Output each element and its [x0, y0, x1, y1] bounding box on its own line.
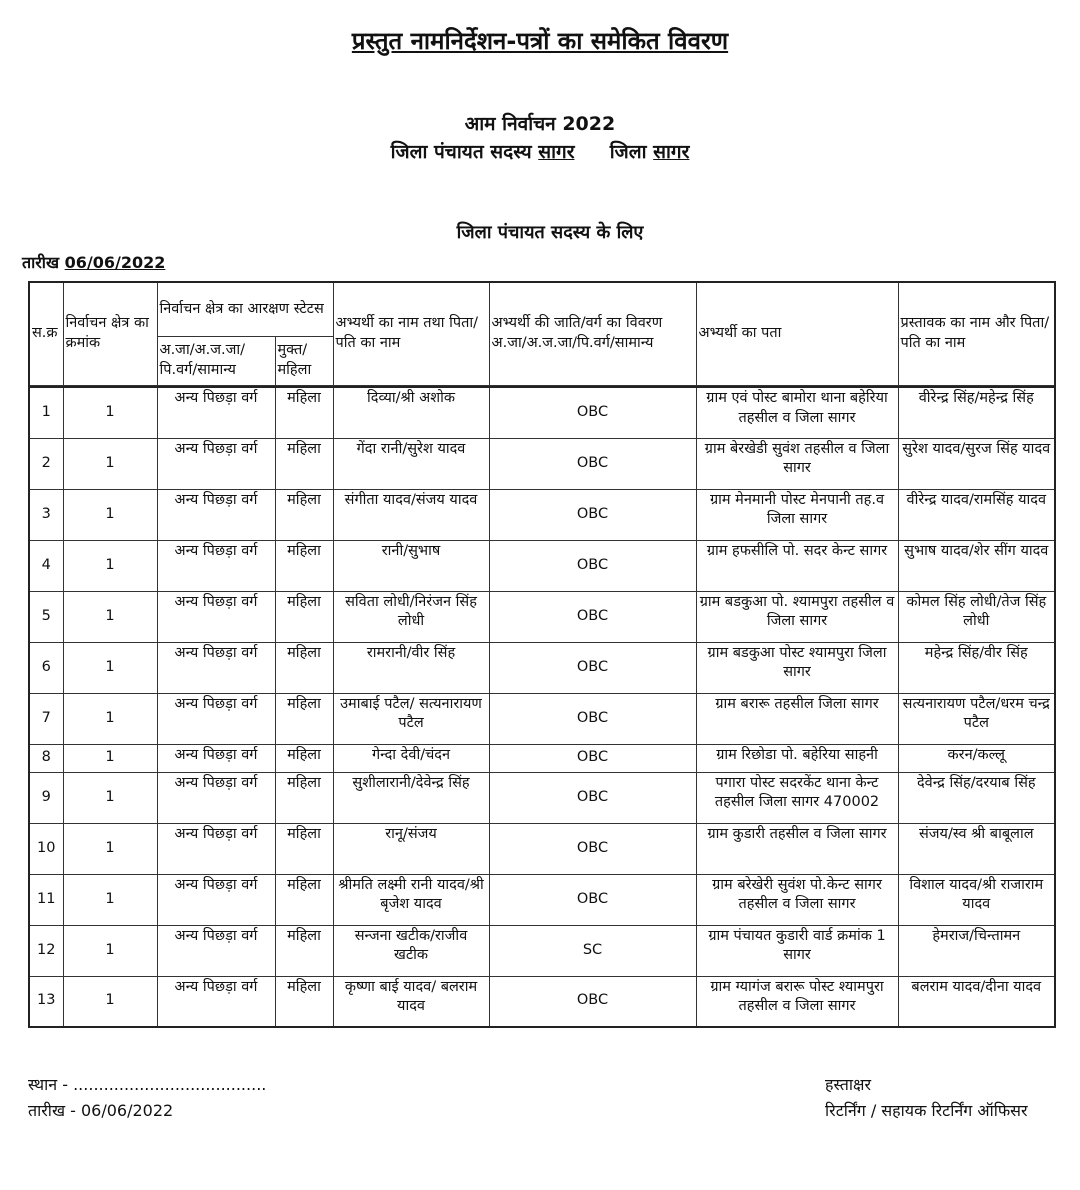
cell-gender: महिला [275, 874, 333, 925]
cell-candidate-name: उमाबाई पटैल/ सत्यनारायण पटैल [333, 693, 489, 744]
cell-address: ग्राम रिछोडा पो. बहेरिया साहनी [696, 744, 898, 772]
cell-serial: 8 [29, 744, 63, 772]
cell-caste: OBC [489, 693, 696, 744]
cell-gender: महिला [275, 744, 333, 772]
cell-proposer: वीरेन्द्र यादव/रामसिंह यादव [898, 489, 1055, 540]
page-title: प्रस्तुत नामनिर्देशन-पत्रों का समेकित विवरण [351, 27, 729, 55]
cell-proposer: विशाल यादव/श्री राजाराम यादव [898, 874, 1055, 925]
cell-serial: 7 [29, 693, 63, 744]
cell-proposer: हेमराज/चिन्तामन [898, 925, 1055, 976]
cell-address: ग्राम बरारू तहसील जिला सागर [696, 693, 898, 744]
cell-proposer: संजय/स्व श्री बाबूलाल [898, 823, 1055, 874]
header-candidate-name: अभ्यर्थी का नाम तथा पिता/पति का नाम [333, 282, 489, 386]
cell-category: अन्य पिछड़ा वर्ग [157, 772, 275, 823]
cell-category: अन्य पिछड़ा वर्ग [157, 925, 275, 976]
cell-category: अन्य पिछड़ा वर्ग [157, 591, 275, 642]
cell-address: ग्राम ग्यागंज बरारू पोस्ट श्यामपुरा तहसील व जिला सागर [696, 976, 898, 1027]
cell-gender: महिला [275, 591, 333, 642]
section-heading: जिला पंचायत सदस्य के लिए [456, 222, 644, 243]
table-row [29, 438, 1055, 489]
table-row [29, 925, 1055, 976]
table-row [29, 976, 1055, 1027]
date-value: 06/06/2022 [64, 253, 166, 272]
cell-constituency-no: 1 [63, 823, 157, 874]
cell-gender: महिला [275, 489, 333, 540]
cell-candidate-name: सन्जना खटीक/राजीव खटीक [333, 925, 489, 976]
table-row [29, 693, 1055, 744]
cell-proposer: सुरेश यादव/सुरज सिंह यादव [898, 438, 1055, 489]
district-heading-prefix: जिला पंचायत सदस्य [390, 141, 532, 163]
cell-gender: महिला [275, 823, 333, 874]
table-row [29, 642, 1055, 693]
cell-proposer: देवेन्द्र सिंह/दरयाब सिंह [898, 772, 1055, 823]
cell-serial: 9 [29, 772, 63, 823]
header-serial: स.क्र [29, 282, 63, 386]
table-row [29, 591, 1055, 642]
cell-gender: महिला [275, 693, 333, 744]
cell-category: अन्य पिछड़ा वर्ग [157, 744, 275, 772]
cell-caste: OBC [489, 744, 696, 772]
cell-candidate-name: रानू/संजय [333, 823, 489, 874]
cell-address: ग्राम बेरखेडी सुवंश तहसील व जिला सागर [696, 438, 898, 489]
cell-caste: OBC [489, 823, 696, 874]
footer-right [825, 1072, 1028, 1124]
cell-proposer: कोमल सिंह लोधी/तेज सिंह लोधी [898, 591, 1055, 642]
footer-date: तारीख - 06/06/2022 [28, 1101, 174, 1120]
cell-address: ग्राम हफसीलि पो. सदर केन्ट सागर [696, 540, 898, 591]
district-heading-label: जिला [609, 141, 647, 163]
cell-candidate-name: श्रीमति लक्ष्मी रानी यादव/श्री बृजेश यादव [333, 874, 489, 925]
cell-proposer: सुभाष यादव/शेर सींग यादव [898, 540, 1055, 591]
header-reservation-category: अ.जा/अ.ज.जा/ पि.वर्ग/सामान्य [157, 337, 275, 386]
cell-gender: महिला [275, 925, 333, 976]
cell-gender: महिला [275, 976, 333, 1027]
cell-address: ग्राम एवं पोस्ट बामोरा थाना बहेरिया तहसील व जिला सागर [696, 387, 898, 438]
footer-signature: हस्ताक्षर [825, 1075, 872, 1094]
cell-constituency-no: 1 [63, 489, 157, 540]
cell-address: ग्राम बरेखेरी सुवंश पो.केन्ट सागर तहसील व जिला सागर [696, 874, 898, 925]
cell-serial: 3 [29, 489, 63, 540]
cell-candidate-name: रानी/सुभाष [333, 540, 489, 591]
cell-candidate-name: कृष्णा बाई यादव/ बलराम यादव [333, 976, 489, 1027]
document-date [22, 251, 165, 273]
cell-serial: 11 [29, 874, 63, 925]
header-caste: अभ्यर्थी की जाति/वर्ग का विवरण अ.जा/अ.ज.जा/पि.वर्ग/सामान्य [489, 282, 696, 386]
cell-caste: OBC [489, 591, 696, 642]
cell-proposer: करन/कल्लू [898, 744, 1055, 772]
election-heading: आम निर्वाचन 2022 [464, 113, 616, 135]
cell-category: अन्य पिछड़ा वर्ग [157, 387, 275, 438]
table-row [29, 540, 1055, 591]
cell-caste: OBC [489, 387, 696, 438]
table-row [29, 772, 1055, 823]
cell-address: ग्राम बडकुआ पोस्ट श्यामपुरा जिला सागर [696, 642, 898, 693]
cell-constituency-no: 1 [63, 874, 157, 925]
cell-constituency-no: 1 [63, 642, 157, 693]
cell-address: ग्राम कुडारी तहसील व जिला सागर [696, 823, 898, 874]
date-label: तारीख [22, 253, 60, 272]
cell-candidate-name: सुशीलारानी/देवेन्द्र सिंह [333, 772, 489, 823]
cell-category: अन्य पिछड़ा वर्ग [157, 540, 275, 591]
cell-gender: महिला [275, 540, 333, 591]
cell-serial: 2 [29, 438, 63, 489]
cell-serial: 6 [29, 642, 63, 693]
cell-constituency-no: 1 [63, 387, 157, 438]
cell-proposer: वीरेन्द्र सिंह/महेन्द्र सिंह [898, 387, 1055, 438]
table-row [29, 387, 1055, 438]
cell-constituency-no: 1 [63, 591, 157, 642]
cell-constituency-no: 1 [63, 744, 157, 772]
district-heading-place2: सागर [653, 141, 690, 163]
cell-candidate-name: दिव्या/श्री अशोक [333, 387, 489, 438]
header-address: अभ्यर्थी का पता [696, 282, 898, 386]
cell-gender: महिला [275, 438, 333, 489]
cell-candidate-name: सविता लोधी/निरंजन सिंह लोधी [333, 591, 489, 642]
cell-gender: महिला [275, 772, 333, 823]
cell-caste: SC [489, 925, 696, 976]
cell-caste: OBC [489, 642, 696, 693]
cell-constituency-no: 1 [63, 540, 157, 591]
cell-serial: 5 [29, 591, 63, 642]
cell-category: अन्य पिछड़ा वर्ग [157, 642, 275, 693]
cell-constituency-no: 1 [63, 772, 157, 823]
cell-gender: महिला [275, 642, 333, 693]
cell-category: अन्य पिछड़ा वर्ग [157, 489, 275, 540]
header-proposer: प्रस्तावक का नाम और पिता/पति का नाम [898, 282, 1055, 386]
cell-caste: OBC [489, 976, 696, 1027]
cell-category: अन्य पिछड़ा वर्ग [157, 438, 275, 489]
cell-serial: 12 [29, 925, 63, 976]
cell-constituency-no: 1 [63, 925, 157, 976]
cell-address: ग्राम मेनमानी पोस्ट मेनपानी तह.व जिला सागर [696, 489, 898, 540]
cell-category: अन्य पिछड़ा वर्ग [157, 874, 275, 925]
table-body [29, 386, 1055, 1028]
cell-caste: OBC [489, 438, 696, 489]
footer-left [28, 1072, 266, 1124]
cell-constituency-no: 1 [63, 693, 157, 744]
cell-gender: महिला [275, 387, 333, 438]
cell-serial: 10 [29, 823, 63, 874]
footer-place: स्थान - ...................................... [28, 1075, 267, 1094]
table-row [29, 874, 1055, 925]
cell-serial: 1 [29, 387, 63, 438]
cell-address: पगारा पोस्ट सदरकेंट थाना केन्ट तहसील जिला सागर 470002 [696, 772, 898, 823]
cell-serial: 4 [29, 540, 63, 591]
cell-address: ग्राम पंचायत कुडारी वार्ड क्रमांक 1 सागर [696, 925, 898, 976]
cell-proposer: सत्यनारायण पटैल/धरम चन्द्र पटैल [898, 693, 1055, 744]
cell-proposer: बलराम यादव/दीना यादव [898, 976, 1055, 1027]
cell-candidate-name: गेंदा रानी/सुरेश यादव [333, 438, 489, 489]
header-reservation-gender: मुक्त/ महिला [275, 337, 333, 386]
cell-constituency-no: 1 [63, 976, 157, 1027]
district-heading-place1: सागर [538, 141, 575, 163]
cell-category: अन्य पिछड़ा वर्ग [157, 823, 275, 874]
header-reservation-status: निर्वाचन क्षेत्र का आरक्षण स्टेटस [157, 282, 333, 337]
cell-address: ग्राम बडकुआ पो. श्यामपुरा तहसील व जिला सागर [696, 591, 898, 642]
footer-officer: रिटर्निंग / सहायक रिटर्निंग ऑफिसर [825, 1101, 1028, 1120]
cell-serial: 13 [29, 976, 63, 1027]
cell-proposer: महेन्द्र सिंह/वीर सिंह [898, 642, 1055, 693]
cell-candidate-name: गेन्दा देवी/चंदन [333, 744, 489, 772]
cell-candidate-name: संगीता यादव/संजय यादव [333, 489, 489, 540]
cell-candidate-name: रामरानी/वीर सिंह [333, 642, 489, 693]
cell-category: अन्य पिछड़ा वर्ग [157, 693, 275, 744]
header-constituency-no: निर्वाचन क्षेत्र का क्रमांक [63, 282, 157, 386]
table-row [29, 823, 1055, 874]
cell-caste: OBC [489, 540, 696, 591]
district-heading [0, 138, 1080, 164]
table-row [29, 489, 1055, 540]
cell-caste: OBC [489, 489, 696, 540]
table-row [29, 744, 1055, 772]
cell-caste: OBC [489, 772, 696, 823]
cell-caste: OBC [489, 874, 696, 925]
nomination-table [28, 281, 1056, 1028]
cell-category: अन्य पिछड़ा वर्ग [157, 976, 275, 1027]
cell-constituency-no: 1 [63, 438, 157, 489]
